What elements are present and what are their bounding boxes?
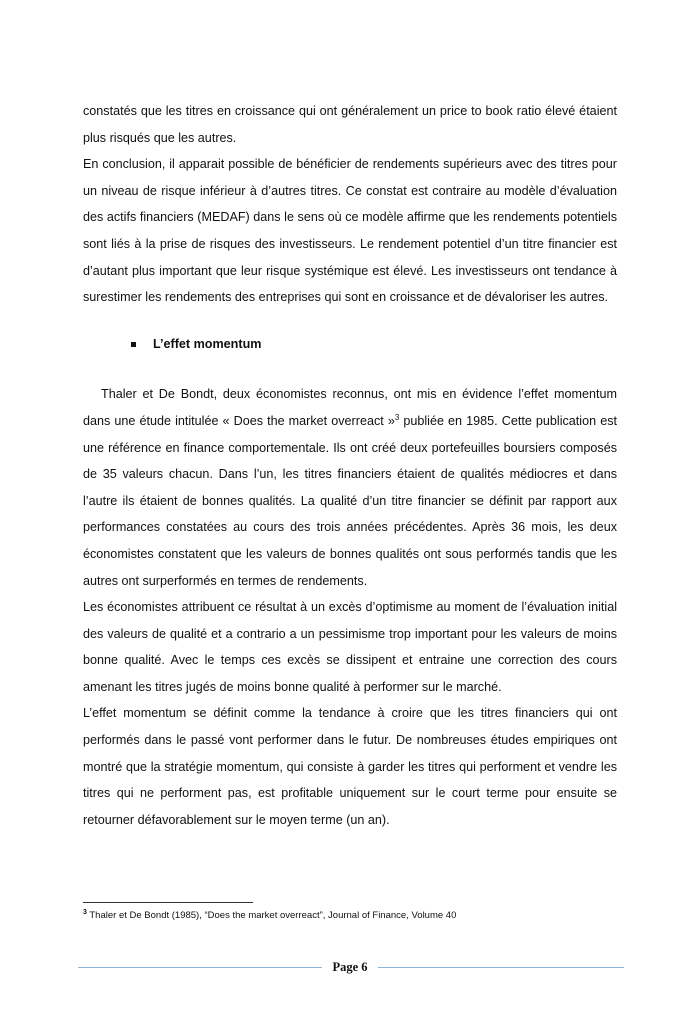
footnote-number: 3 <box>83 908 87 916</box>
section-heading: L’effet momentum <box>153 336 262 351</box>
paragraph-conclusion: En conclusion, il apparait possible de bénéficier de rendements supérieurs avec des titres pour un niveau de risque inférieur à d’autres titres. Ce constat est contraire au modèle d’évaluation des actifs financiers (MEDAF) dans le sens où ce modèle affirme que les rendements potentiels sont liés à la prise de risques des investisseurs. Le rendement potentiel d’un titre financier est d’autant plus important que leur risque systémique est élevé. Les investisseurs ont tendance à surestimer les rendements des entreprises qui sont en croissance et de dévaloriser les autres. <box>83 157 617 305</box>
footnote-separator <box>83 902 253 903</box>
footnote-text: Thaler et De Bondt (1985), “Does the market overreact”, Journal of Finance, Volume 40 <box>86 910 457 921</box>
page-number: Page 6 <box>332 960 368 974</box>
paragraph-text: Thaler et De Bondt, deux économistes reconnus, ont mis en évidence l’effet momentum dans une étude intitulée « Does the market overreact » <box>83 387 617 428</box>
footnote <box>83 909 617 923</box>
footer-rule-left <box>78 967 322 968</box>
paragraph-continuation: constatés que les titres en croissance qui ont généralement un price to book ratio élevé étaient plus risqués que les autres. <box>83 104 617 145</box>
paragraph-economists: Les économistes attribuent ce résultat à un excès d’optimisme au moment de l’évaluation initial des valeurs de qualité et a contrario a un pessimisme trop important pour les valeurs de moins bonne qualité. Avec le temps ces excès se dissipent et entraine une correction des cours amenant les titres jugés de moins bonne qualité à performer sur le marché. <box>83 600 617 694</box>
paragraph-momentum-definition: L’effet momentum se définit comme la tendance à croire que les titres financiers qui ont performés dans le passé vont performer dans le futur. De nombreuses études empiriques ont montré que la stratégie momentum, qui consiste à garder les titres qui performent et vendre les titres qui ne performent pas, est profitable uniquement sur le court terme pour ensuite se retourner défavorablement sur le moyen terme (un an). <box>83 706 617 827</box>
paragraph-text: publiée en 1985. Cette publication est une référence en finance comportementale. Ils ont créé deux portefeuilles boursiers composés de 35 valeurs chacun. Dans l’un, les titres financiers étaient de qualités médiocres et dans l’autre ils étaient de bonnes qualités. La qualité d’un titre financier se définit par rapport aux performances constatées au cours des trois années précédentes. Après 36 mois, les deux économistes constatent que les valeurs de bonnes qualités ont sous performés tandis que les autres ont surperformés en termes de rendements. <box>83 413 617 588</box>
section-heading-row <box>83 331 617 358</box>
paragraph-thaler-de-bondt <box>83 381 617 594</box>
footnote-reference: 3 <box>394 412 400 422</box>
footer-rule-right <box>378 967 624 968</box>
document-body <box>83 98 617 833</box>
square-bullet-icon <box>131 342 136 347</box>
